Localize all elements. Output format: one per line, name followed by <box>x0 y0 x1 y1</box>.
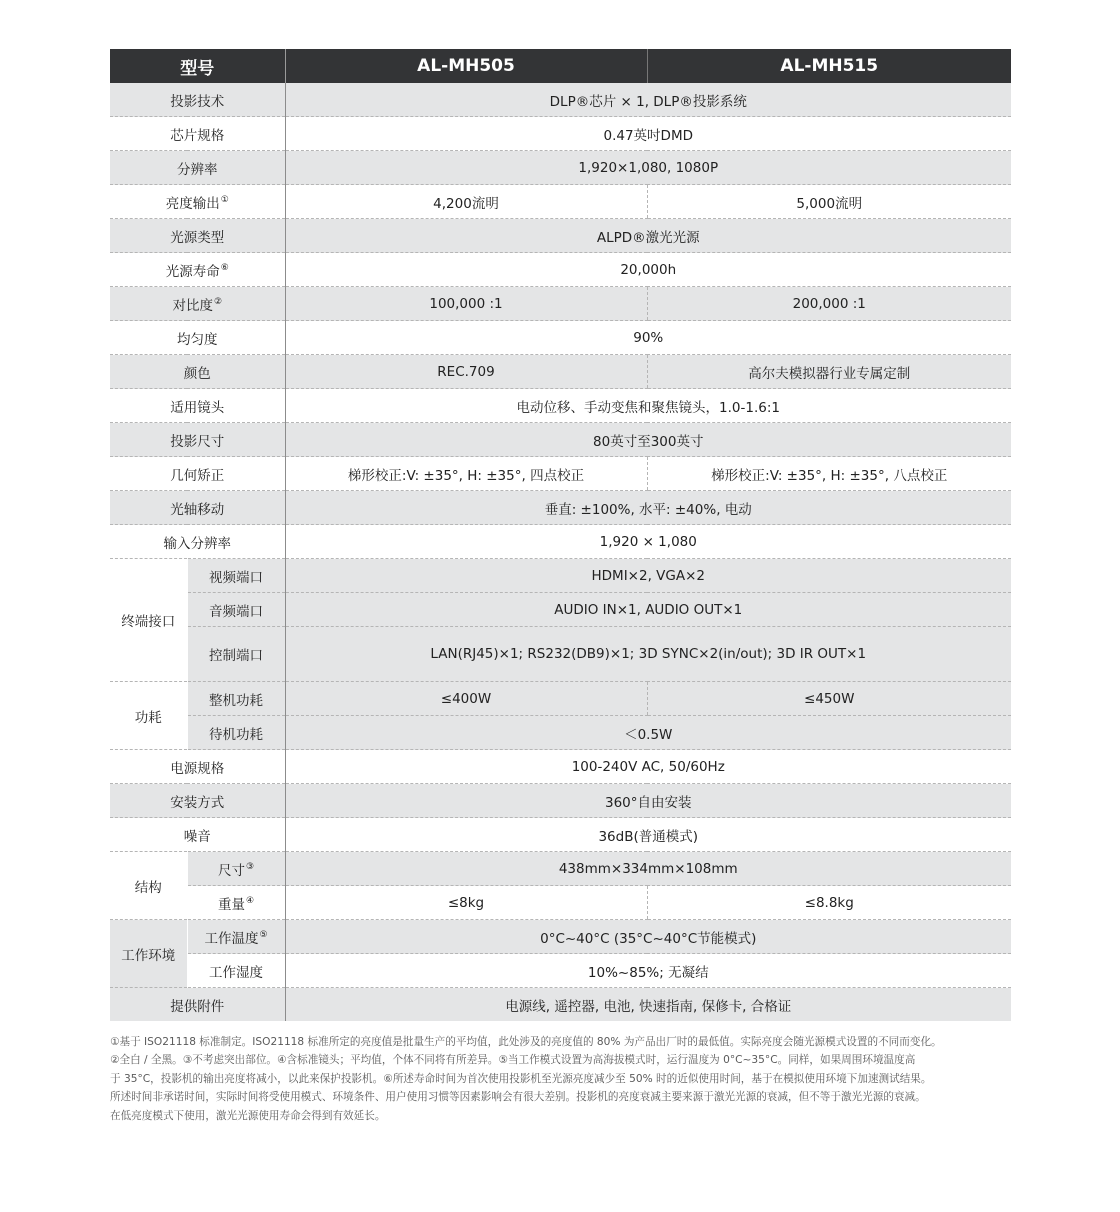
row-value-model-1: 4,200流明 <box>285 185 647 219</box>
table-row <box>110 627 1011 682</box>
table-row <box>110 117 1011 151</box>
row-label: 光源类型 <box>110 219 285 253</box>
row-label: 分辨率 <box>110 151 285 185</box>
row-label-cell <box>187 852 285 886</box>
header-model-2: AL-MH515 <box>647 49 1011 83</box>
row-value: LAN(RJ45)×1; RS232(DB9)×1; 3D SYNC×2(in/out); 3D IR OUT×1 <box>285 627 1011 682</box>
row-value: 0°C~40°C (35°C~40°C节能模式) <box>285 920 1011 954</box>
table-row <box>110 491 1011 525</box>
table-row <box>110 321 1011 355</box>
header-model-1: AL-MH505 <box>285 49 647 83</box>
row-value: 10%~85%; 无凝结 <box>285 954 1011 988</box>
spec-table <box>110 49 1011 1021</box>
row-label: 工作温度 <box>204 930 259 947</box>
row-value-model-2: ≤450W <box>647 682 1011 716</box>
table-row <box>110 716 1011 750</box>
row-label: 尺寸 <box>217 862 245 879</box>
table-row <box>110 852 1011 886</box>
row-label: 亮度输出 <box>165 195 220 212</box>
row-value-model-1: 梯形校正:V: ±35°, H: ±35°, 四点校正 <box>285 457 647 491</box>
row-label: 整机功耗 <box>187 682 285 716</box>
table-row <box>110 219 1011 253</box>
row-label: 噪音 <box>110 818 285 852</box>
row-value: AUDIO IN×1, AUDIO OUT×1 <box>285 593 1011 627</box>
footnote-marker: ② <box>213 297 223 307</box>
row-label: 安装方式 <box>110 784 285 818</box>
table-row <box>110 185 1011 219</box>
group-label: 功耗 <box>110 682 187 750</box>
row-value: 电动位移、手动变焦和聚焦镜头，1.0-1.6:1 <box>285 389 1011 423</box>
table-row <box>110 253 1011 287</box>
row-label: 重量 <box>217 896 245 913</box>
row-label: 光源寿命 <box>165 263 220 280</box>
row-value-model-1: 100,000 :1 <box>285 287 647 321</box>
group-label: 终端接口 <box>110 559 187 682</box>
table-row <box>110 954 1011 988</box>
row-value: 1,920×1,080, 1080P <box>285 151 1011 185</box>
table-row <box>110 559 1011 593</box>
row-label: 光轴移动 <box>110 491 285 525</box>
footnote-marker: ④ <box>245 896 255 906</box>
row-label: 芯片规格 <box>110 117 285 151</box>
footnote-line: ①基于 ISO21118 标准制定。ISO21118 标准所定的亮度值是批量生产的平均值，此处涉及的亮度值的 80% 为产品出厂时的最低值。实际亮度会随光源模式设置的不同而变化。 <box>110 1036 942 1048</box>
group-label: 结构 <box>110 852 187 920</box>
row-label: 电源规格 <box>110 750 285 784</box>
table-row <box>110 525 1011 559</box>
row-label: 投影尺寸 <box>110 423 285 457</box>
row-value: 20,000h <box>285 253 1011 287</box>
row-label: 颜色 <box>110 355 285 389</box>
row-label: 提供附件 <box>110 988 285 1022</box>
row-value: HDMI×2, VGA×2 <box>285 559 1011 593</box>
row-label-cell <box>110 287 285 321</box>
row-value: 438mm×334mm×108mm <box>285 852 1011 886</box>
row-label: 音频端口 <box>187 593 285 627</box>
footnote-line: 于 35°C，投影机的输出亮度将减小，以此来保护投影机。⑥所述寿命时间为首次使用投影机至光源亮度减少至 50% 时的近似使用时间，基于在模拟使用环境下加速测试结果。 <box>110 1072 932 1085</box>
row-value-model-1: REC.709 <box>285 355 647 389</box>
footnote-line: ②全白 / 全黑。③不考虑突出部位。④含标准镜头；平均值，个体不同将有所差异。⑤当工作模式设置为高海拔模式时，运行温度为 0°C~35°C。同样，如果周围环境温度高 <box>110 1054 916 1067</box>
row-value: 0.47英吋DMD <box>285 117 1011 151</box>
row-label-cell <box>187 886 285 920</box>
spec-sheet <box>110 49 1011 1021</box>
footnote-marker: ⑥ <box>220 263 229 273</box>
footnote-line: 所述时间非承诺时间，实际时间将受使用模式、环境条件、用户使用习惯等因素影响会有很大差别。投影机的亮度衰减主要来源于激光光源的衰减，但不等于激光光源的衰减。 <box>110 1091 926 1104</box>
row-label: 输入分辨率 <box>110 525 285 559</box>
footnote-marker: ③ <box>245 862 255 872</box>
row-value-model-1: ≤8kg <box>285 886 647 920</box>
row-value: 80英寸至300英寸 <box>285 423 1011 457</box>
table-row <box>110 886 1011 920</box>
row-value: ＜0.5W <box>285 716 1011 750</box>
row-label: 均匀度 <box>110 321 285 355</box>
row-value: 垂直: ±100%, 水平: ±40%, 电动 <box>285 491 1011 525</box>
row-label: 视频端口 <box>187 559 285 593</box>
row-value-model-1: ≤400W <box>285 682 647 716</box>
table-row <box>110 818 1011 852</box>
table-row <box>110 83 1011 117</box>
row-value: 1,920 × 1,080 <box>285 525 1011 559</box>
row-value: 100-240V AC, 50/60Hz <box>285 750 1011 784</box>
row-value: 36dB(普通模式) <box>285 818 1011 852</box>
row-value-model-2: 5,000流明 <box>647 185 1011 219</box>
row-value-model-2: 高尔夫模拟器行业专属定制 <box>647 355 1011 389</box>
table-row <box>110 988 1011 1022</box>
row-label: 工作湿度 <box>187 954 285 988</box>
row-value: DLP®芯片 × 1, DLP®投影系统 <box>285 83 1011 117</box>
footnote-line: 在低亮度模式下使用，激光光源使用寿命会得到有效延长。 <box>110 1109 386 1122</box>
table-row <box>110 682 1011 716</box>
header-label: 型号 <box>110 49 285 83</box>
footnote-marker: ① <box>220 195 229 205</box>
table-row <box>110 784 1011 818</box>
table-row <box>110 593 1011 627</box>
footnote-marker: ⑤ <box>259 930 268 940</box>
row-label-cell <box>110 185 285 219</box>
footnotes <box>110 1033 1011 1125</box>
table-row <box>110 457 1011 491</box>
row-value: 360°自由安装 <box>285 784 1011 818</box>
row-label: 对比度 <box>172 297 213 314</box>
row-value: ALPD®激光光源 <box>285 219 1011 253</box>
table-header <box>110 49 1011 83</box>
row-value: 90% <box>285 321 1011 355</box>
row-label-cell <box>110 253 285 287</box>
row-label: 控制端口 <box>187 627 285 682</box>
table-row <box>110 355 1011 389</box>
row-value-model-2: 200,000 :1 <box>647 287 1011 321</box>
table-row <box>110 151 1011 185</box>
table-row <box>110 389 1011 423</box>
group-label: 工作环境 <box>110 920 187 988</box>
row-label: 投影技术 <box>110 83 285 117</box>
row-label: 几何矫正 <box>110 457 285 491</box>
table-row <box>110 287 1011 321</box>
row-value-model-2: 梯形校正:V: ±35°, H: ±35°, 八点校正 <box>647 457 1011 491</box>
row-value-model-2: ≤8.8kg <box>647 886 1011 920</box>
row-label-cell <box>187 920 285 954</box>
table-row <box>110 423 1011 457</box>
table-row <box>110 920 1011 954</box>
row-label: 待机功耗 <box>187 716 285 750</box>
row-label: 适用镜头 <box>110 389 285 423</box>
table-row <box>110 750 1011 784</box>
row-value: 电源线, 遥控器, 电池, 快速指南, 保修卡, 合格证 <box>285 988 1011 1022</box>
